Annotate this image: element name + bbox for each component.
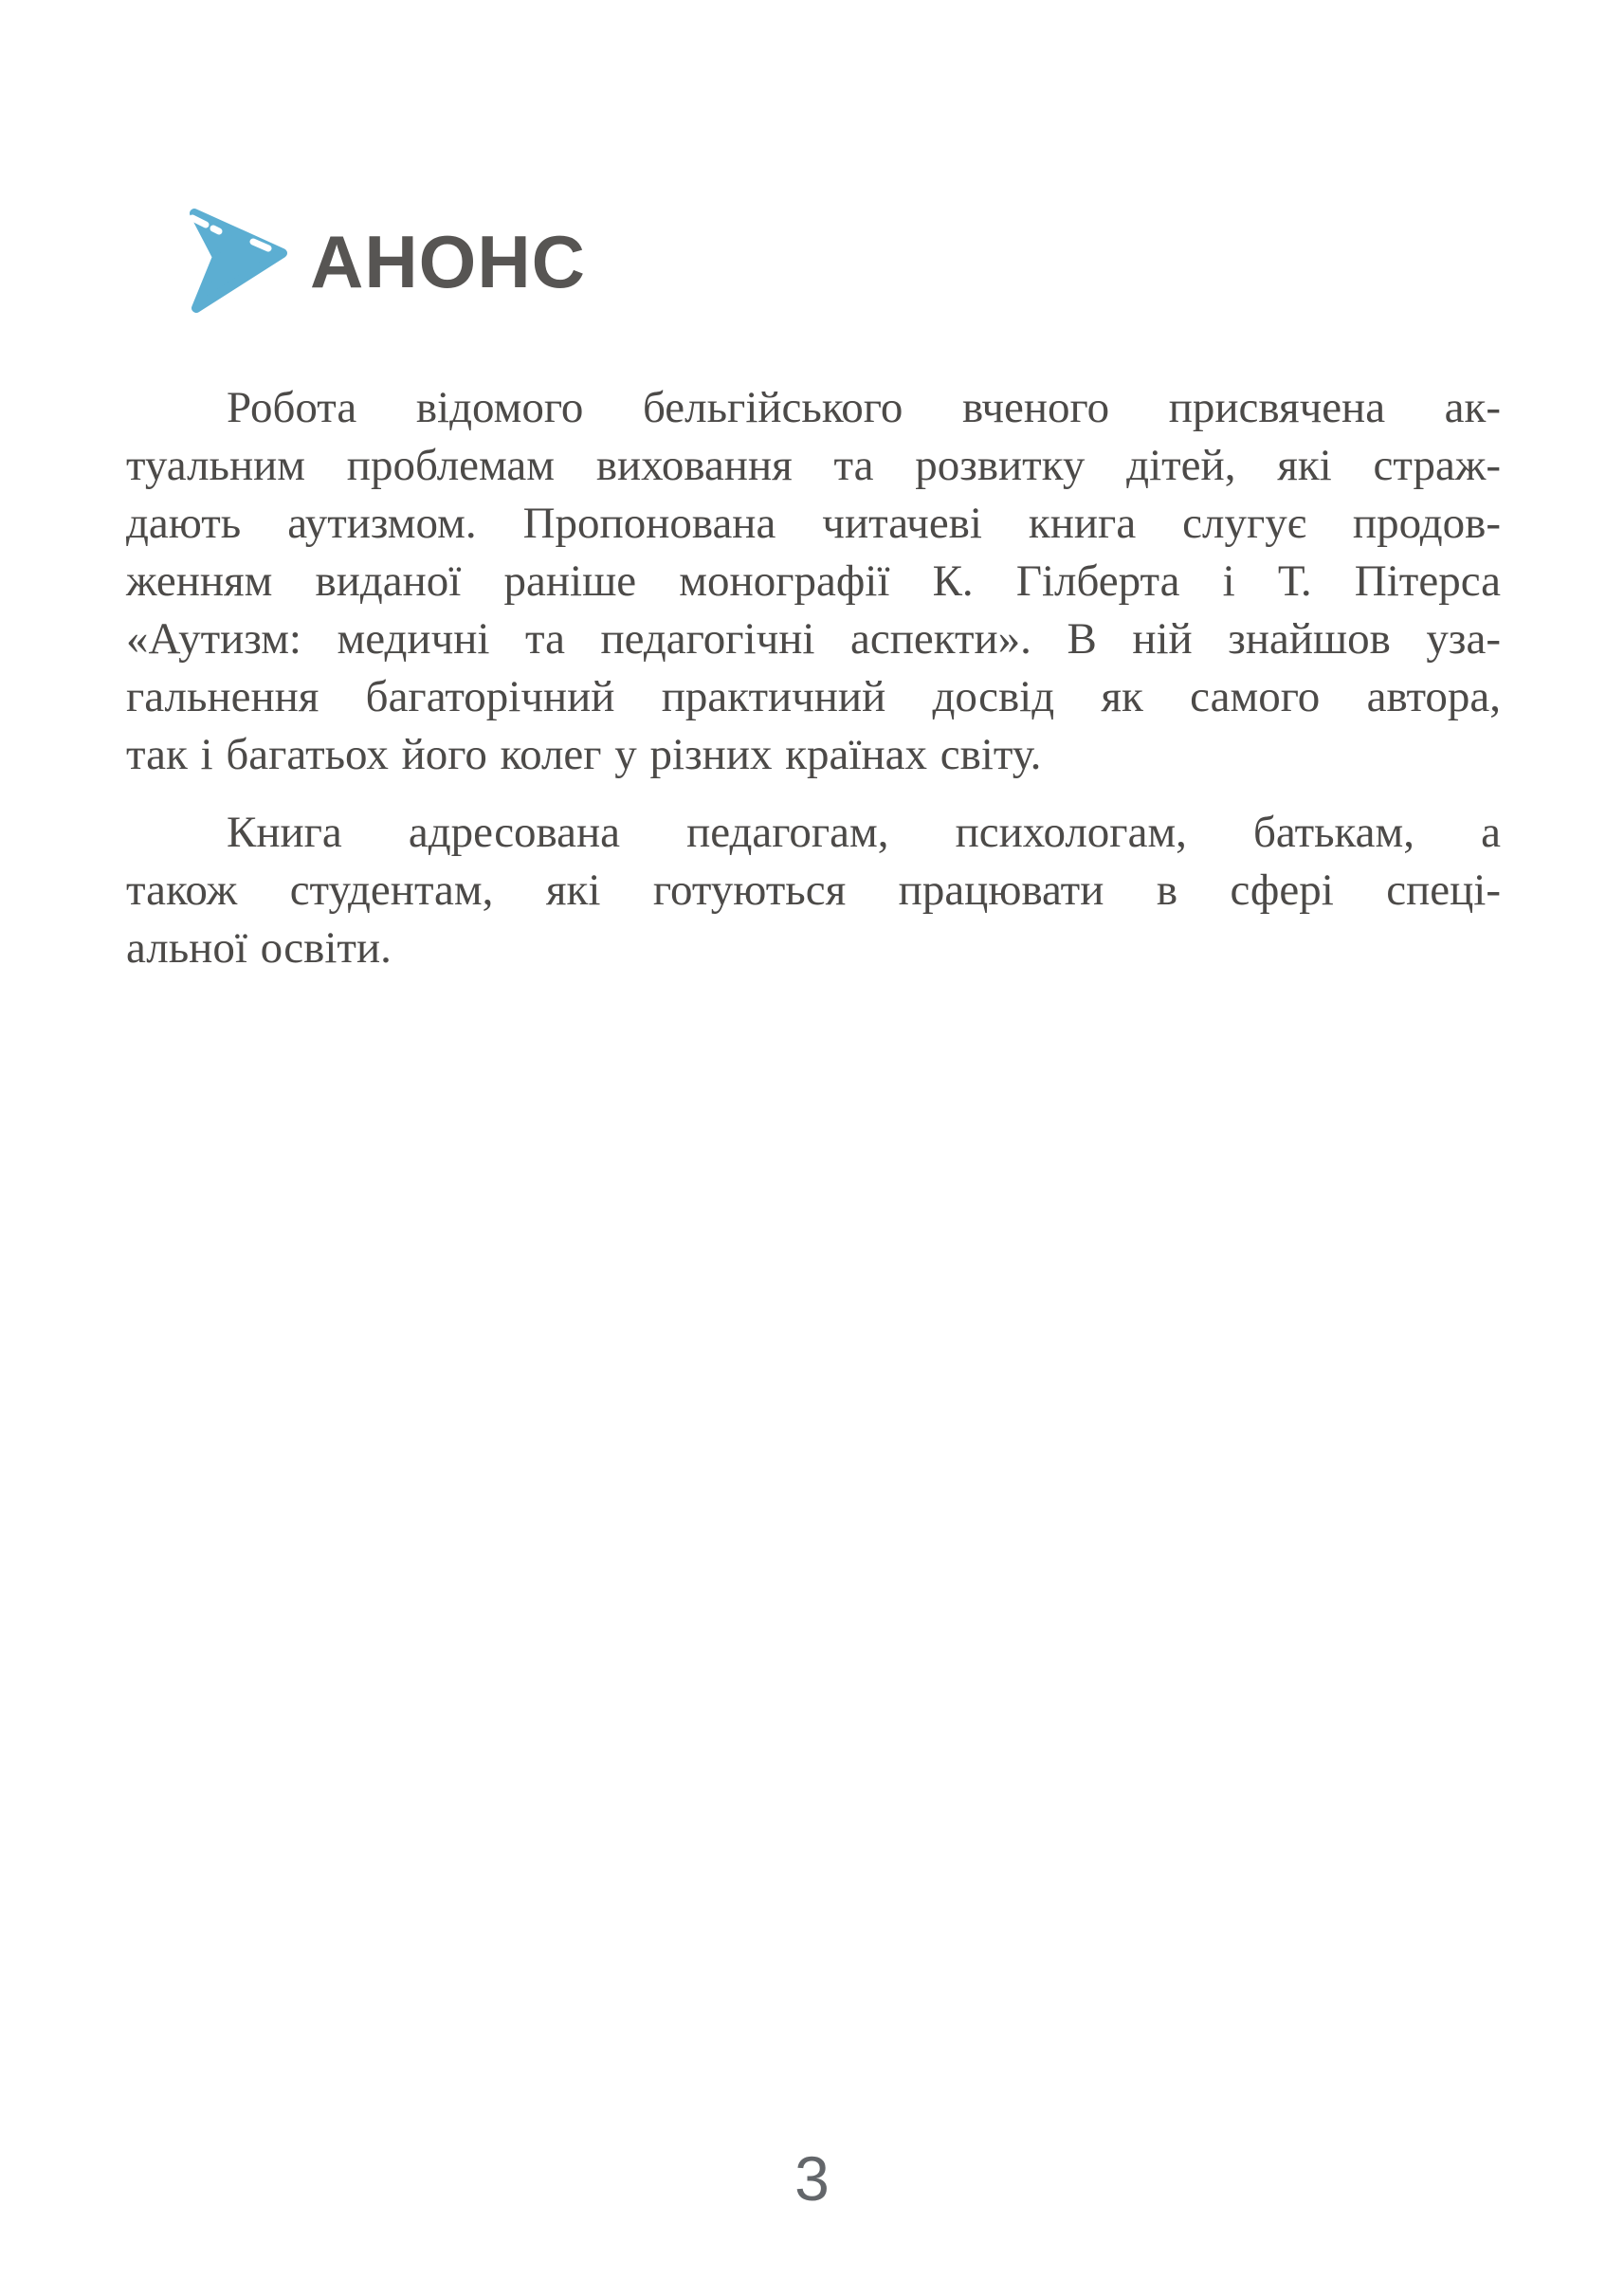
announce-arrow-icon xyxy=(180,207,289,315)
paragraph xyxy=(126,804,1501,977)
text-line: Робота відомого бельгійського вченого присвячена ак- xyxy=(227,383,1501,432)
page-number: 3 xyxy=(794,2143,830,2214)
page-title: АНОНС xyxy=(310,220,586,303)
section-header xyxy=(180,207,586,315)
text-line: Книга адресована педагогам, психологам, батькам, а xyxy=(227,808,1501,857)
text-line: так і багатьох його колег у різних країнах світу. xyxy=(126,730,1042,779)
text-line: гальнення багаторічний практичний досвід як самого автора, xyxy=(126,672,1501,721)
text-line: альної освіти. xyxy=(126,923,392,973)
text-line: також студентам, які готуються працювати в сфері спеці- xyxy=(126,866,1501,915)
paragraph xyxy=(126,379,1501,784)
text-line: женням виданої раніше монографії К. Гілберта і Т. Пітерса xyxy=(126,556,1501,606)
announcement-text xyxy=(126,379,1501,977)
text-line: «Аутизм: медичні та педагогічні аспекти». В ній знайшов уза- xyxy=(126,614,1501,664)
text-line: дають аутизмом. Пропонована читачеві книга слугує продов- xyxy=(126,499,1501,548)
text-line: туальним проблемам виховання та розвитку дітей, які страж- xyxy=(126,441,1501,490)
